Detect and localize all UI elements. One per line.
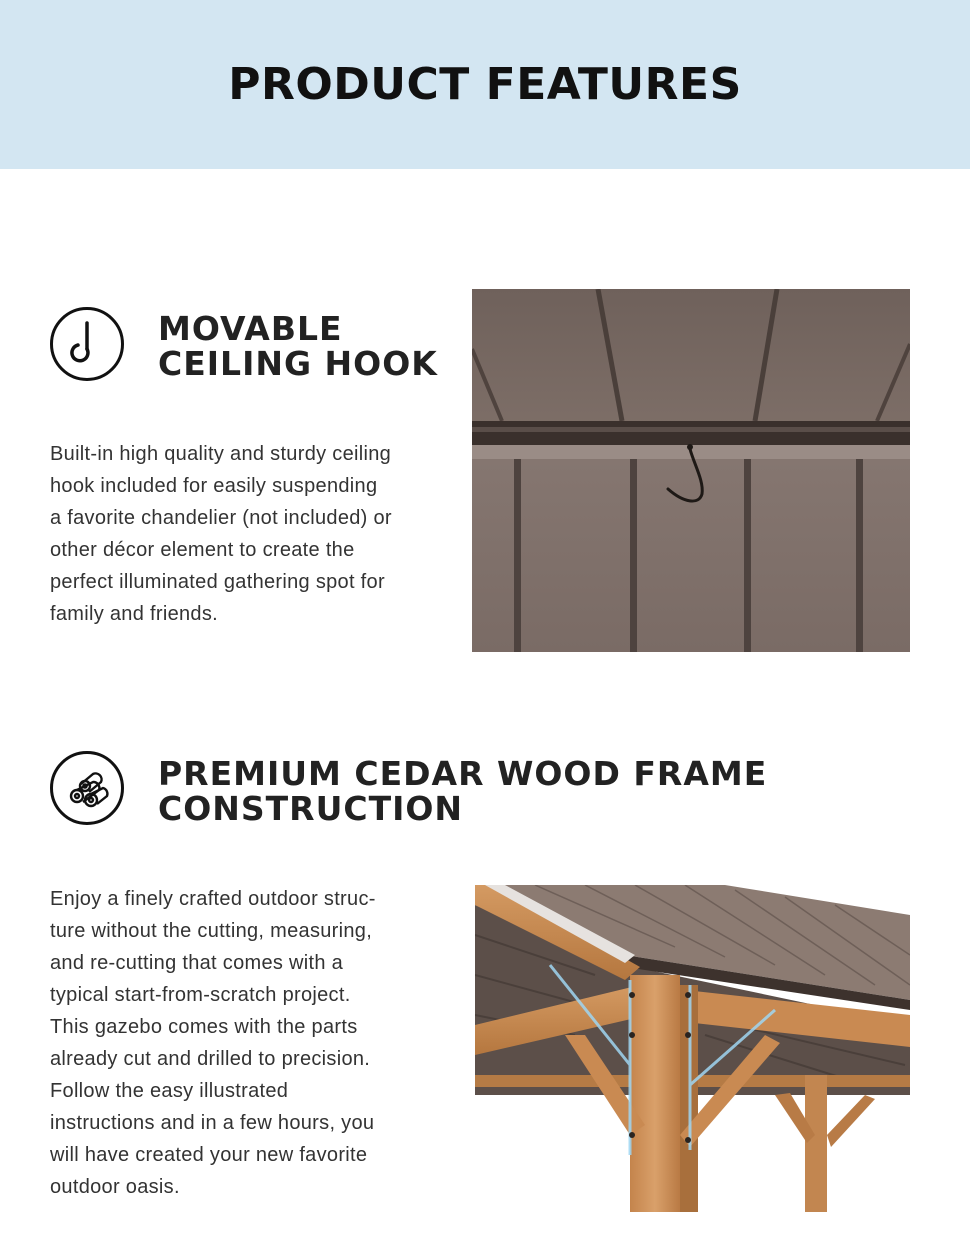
- body-line: Follow the easy illustrated: [50, 1080, 289, 1102]
- feature-title-line: CEILING HOOK: [158, 344, 438, 383]
- wood-logs-icon: [50, 751, 124, 825]
- body-line: This gazebo comes with the parts: [50, 1016, 358, 1038]
- feature-description-ceiling-hook: [50, 438, 392, 630]
- body-line: outdoor oasis.: [50, 1176, 180, 1198]
- feature-title-line: MOVABLE: [158, 309, 343, 348]
- body-line: already cut and drilled to precision.: [50, 1048, 371, 1070]
- body-line: instructions and in a few hours, you: [50, 1112, 375, 1134]
- body-line: hook included for easily suspending: [50, 475, 378, 497]
- ceiling-hook-photo: [472, 289, 910, 652]
- body-line: and re-cutting that comes with a: [50, 952, 344, 974]
- cedar-frame-photo: [475, 885, 910, 1212]
- feature-title-ceiling-hook: [158, 311, 438, 381]
- feature-title-line: PREMIUM CEDAR WOOD FRAME: [158, 754, 768, 793]
- body-line: ture without the cutting, measuring,: [50, 920, 373, 942]
- feature-description-cedar-frame: [50, 883, 376, 1203]
- body-line: family and friends.: [50, 603, 218, 625]
- header-banner: [0, 0, 970, 169]
- body-line: other décor element to create the: [50, 539, 355, 561]
- feature-title-line: CONSTRUCTION: [158, 789, 464, 828]
- feature-title-cedar-frame: [158, 756, 767, 826]
- body-line: typical start-from-scratch project.: [50, 984, 351, 1006]
- ceiling-hook-icon: [50, 307, 124, 381]
- body-line: a favorite chandelier (not included) or: [50, 507, 392, 529]
- body-line: will have created your new favorite: [50, 1144, 368, 1166]
- body-line: Built-in high quality and sturdy ceiling: [50, 443, 392, 465]
- page-title: PRODUCT FEATURES: [228, 59, 742, 110]
- body-line: perfect illuminated gathering spot for: [50, 571, 385, 593]
- body-line: Enjoy a finely crafted outdoor struc-: [50, 888, 376, 910]
